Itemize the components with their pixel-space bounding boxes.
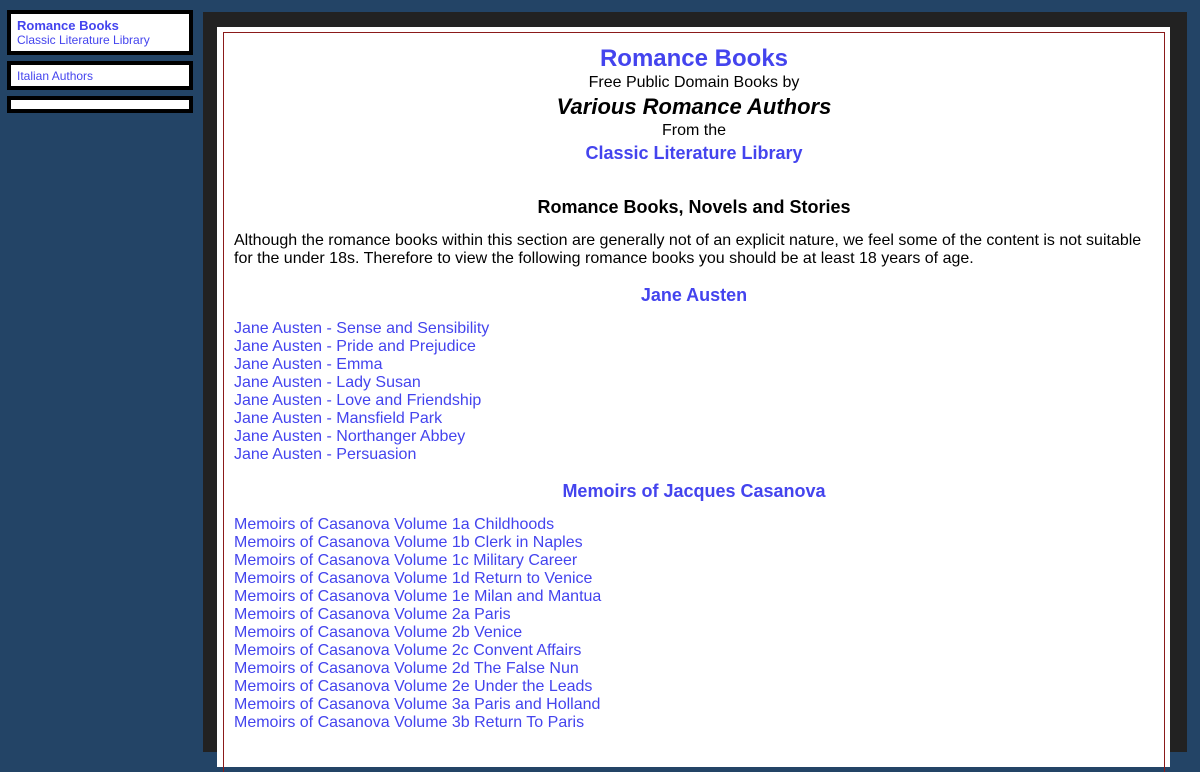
- book-link[interactable]: Memoirs of Casanova Volume 3b Return To Paris: [234, 714, 585, 731]
- site-library: [234, 141, 1154, 165]
- list-item: [234, 320, 1154, 338]
- book-link[interactable]: Memoirs of Casanova Volume 2d The False Nun: [234, 660, 579, 677]
- group-heading-casanova-link[interactable]: Memoirs of Jacques Casanova: [562, 481, 826, 501]
- book-link[interactable]: Memoirs of Casanova Volume 3a Paris and Holland: [234, 696, 601, 713]
- list-item: [234, 624, 1154, 642]
- content-frame: [203, 12, 1187, 752]
- book-link[interactable]: Jane Austen - Persuasion: [234, 446, 417, 463]
- list-item: [234, 338, 1154, 356]
- book-link[interactable]: Memoirs of Casanova Volume 2a Paris: [234, 606, 511, 623]
- list-item: [234, 410, 1154, 428]
- book-link[interactable]: Jane Austen - Love and Friendship: [234, 392, 482, 409]
- list-item: [234, 588, 1154, 606]
- list-item: [234, 356, 1154, 374]
- sidebar-link-romance-books[interactable]: Romance Books: [17, 18, 119, 33]
- list-item: [234, 516, 1154, 534]
- list-item: [234, 392, 1154, 410]
- book-link[interactable]: Memoirs of Casanova Volume 1b Clerk in Naples: [234, 534, 583, 551]
- group-heading-austen-link[interactable]: Jane Austen: [640, 285, 748, 305]
- sidebar-box-italian-authors: [7, 61, 193, 90]
- book-link[interactable]: Jane Austen - Pride and Prejudice: [234, 338, 476, 355]
- sidebar-box-romance-books: [7, 10, 193, 55]
- book-link[interactable]: Memoirs of Casanova Volume 1d Return to Venice: [234, 570, 593, 587]
- list-item: [234, 374, 1154, 392]
- site-title-link[interactable]: Romance Books: [599, 45, 789, 72]
- site-from: From the: [661, 122, 726, 139]
- book-link[interactable]: Jane Austen - Northanger Abbey: [234, 428, 466, 445]
- list-item: [234, 660, 1154, 678]
- book-link[interactable]: Memoirs of Casanova Volume 1c Military Career: [234, 552, 578, 569]
- list-item: [234, 428, 1154, 446]
- book-link[interactable]: Memoirs of Casanova Volume 2c Convent Affairs: [234, 642, 582, 659]
- book-link[interactable]: Jane Austen - Emma: [234, 356, 383, 373]
- section-heading: Romance Books, Novels and Stories: [537, 197, 851, 217]
- group-heading-casanova: [234, 480, 1154, 502]
- intro-paragraph: Although the romance books within this section are generally not of an explicit nature, we feel some of the content is not suitable for the under 18s. Therefore to view the following romance books you should be at least 18 years of age.: [234, 232, 1142, 267]
- sidebar-link-classic-library[interactable]: Classic Literature Library: [17, 33, 150, 47]
- group-heading-austen: [234, 284, 1154, 306]
- book-link[interactable]: Jane Austen - Lady Susan: [234, 374, 421, 391]
- library-link[interactable]: Classic Literature Library: [585, 143, 803, 163]
- site-title: [234, 45, 1154, 73]
- sidebar-box-empty: [7, 96, 193, 113]
- book-link[interactable]: Jane Austen - Mansfield Park: [234, 410, 443, 427]
- book-link[interactable]: Memoirs of Casanova Volume 1a Childhoods: [234, 516, 555, 533]
- list-item: [234, 446, 1154, 464]
- sidebar-link-italian-authors[interactable]: Italian Authors: [17, 69, 94, 83]
- site-authors: Various Romance Authors: [556, 94, 832, 119]
- list-item: [234, 570, 1154, 588]
- list-item: [234, 678, 1154, 696]
- list-item: [234, 552, 1154, 570]
- book-link[interactable]: Memoirs of Casanova Volume 2e Under the Leads: [234, 678, 593, 695]
- content-inner: [223, 32, 1165, 772]
- book-link[interactable]: Memoirs of Casanova Volume 1e Milan and Mantua: [234, 588, 602, 605]
- list-item: [234, 696, 1154, 714]
- list-item: [234, 534, 1154, 552]
- list-item: [234, 606, 1154, 624]
- list-item: [234, 714, 1154, 732]
- book-list-austen: [234, 320, 1154, 464]
- book-link[interactable]: Jane Austen - Sense and Sensibility: [234, 320, 490, 337]
- book-list-casanova: [234, 516, 1154, 732]
- content-page: [217, 27, 1170, 767]
- book-link[interactable]: Memoirs of Casanova Volume 2b Venice: [234, 624, 523, 641]
- list-item: [234, 642, 1154, 660]
- site-subtitle: Free Public Domain Books by: [588, 74, 800, 91]
- sidebar: [7, 10, 193, 119]
